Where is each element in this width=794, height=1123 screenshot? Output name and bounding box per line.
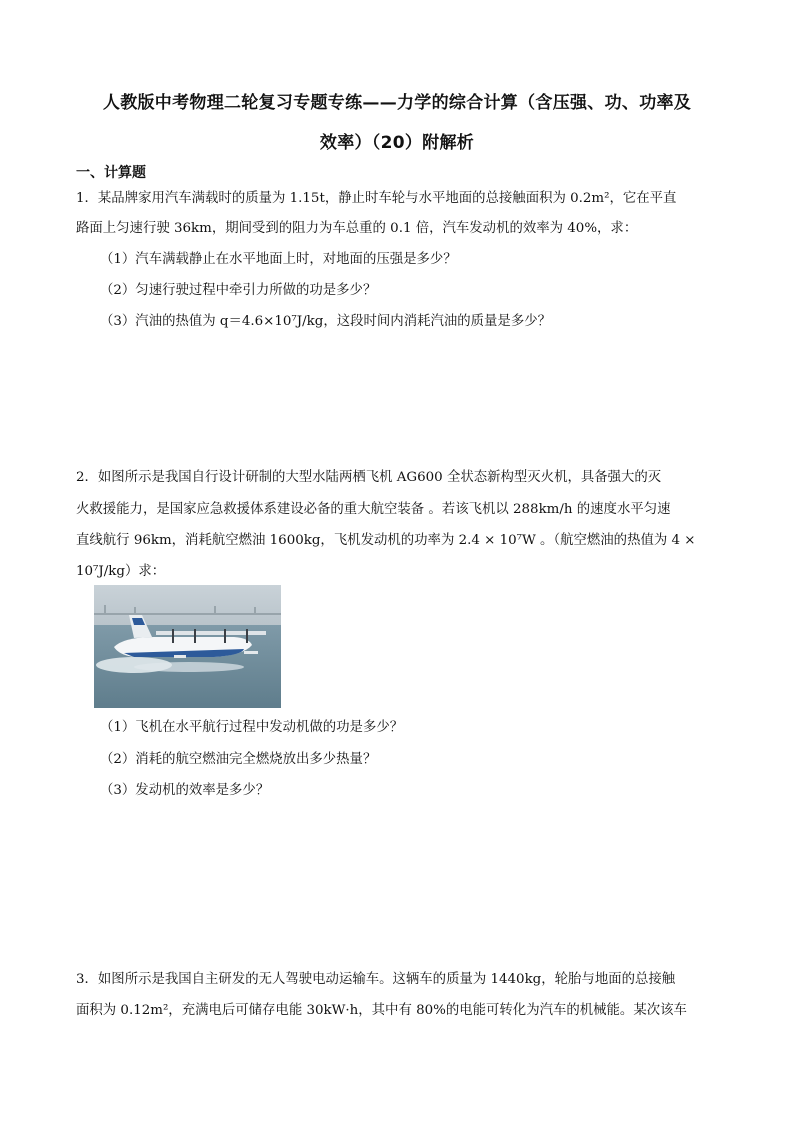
q2-subquestion-2: （2）消耗的航空燃油完全燃烧放出多少热量？	[100, 752, 377, 767]
document-title-line-2: 效率）（20）附解析	[319, 133, 475, 153]
section-heading: 一、计算题	[76, 165, 146, 181]
q2-stem-line-2: 火救援能力，是国家应急救援体系建设必备的重大航空装备 。若该飞机以 288km/h 的速度水平匀速	[76, 502, 671, 517]
q2-stem-line-1: 2．如图所示是我国自行设计研制的大型水陆两栖飞机 AG600 全状态新构型灭火机，具备强大的灭	[76, 470, 662, 485]
q3-stem-line-1: 3．如图所示是我国自主研发的无人驾驶电动运输车。这辆车的质量为 1440kg，轮胎与地面的总接触	[76, 972, 676, 987]
q2-stem-line-3: 直线航行 96km，消耗航空燃油 1600kg，飞机发动机的功率为 2.4 × 10⁷W 。（航空燃油的热值为 4 ×	[76, 533, 696, 548]
q2-subquestion-3: （3）发动机的效率是多少？	[100, 783, 270, 798]
q1-stem-line-2: 路面上匀速行驶 36km，期间受到的阻力为车总重的 0.1 倍，汽车发动机的效率为 40%，求：	[76, 221, 638, 236]
q3-stem-line-2: 面积为 0.12m²，充满电后可储存电能 30kW·h，其中有 80%的电能可转化为汽车的机械能。某次该车	[76, 1003, 687, 1018]
q1-subquestion-2: （2）匀速行驶过程中牵引力所做的功是多少？	[100, 283, 377, 298]
q1-subquestion-3: （3）汽油的热值为 q＝4.6×10⁷J/kg，这段时间内消耗汽油的质量是多少？	[100, 314, 551, 329]
q1-stem-line-1: 1．某品牌家用汽车满载时的质量为 1.15t，静止时车轮与水平地面的总接触面积为 0.2m²，它在平直	[76, 191, 677, 206]
q1-subquestion-1: （1）汽车满载静止在水平地面上时，对地面的压强是多少？	[100, 252, 457, 267]
amphibious-aircraft-photo	[94, 585, 281, 708]
q2-stem-line-4: 10⁷J/kg）求：	[76, 564, 166, 579]
document-title-line-1: 人教版中考物理二轮复习专题专练——力学的综合计算（含压强、功、功率及	[102, 93, 692, 113]
q2-subquestion-1: （1）飞机在水平航行过程中发动机做的功是多少？	[100, 720, 404, 735]
